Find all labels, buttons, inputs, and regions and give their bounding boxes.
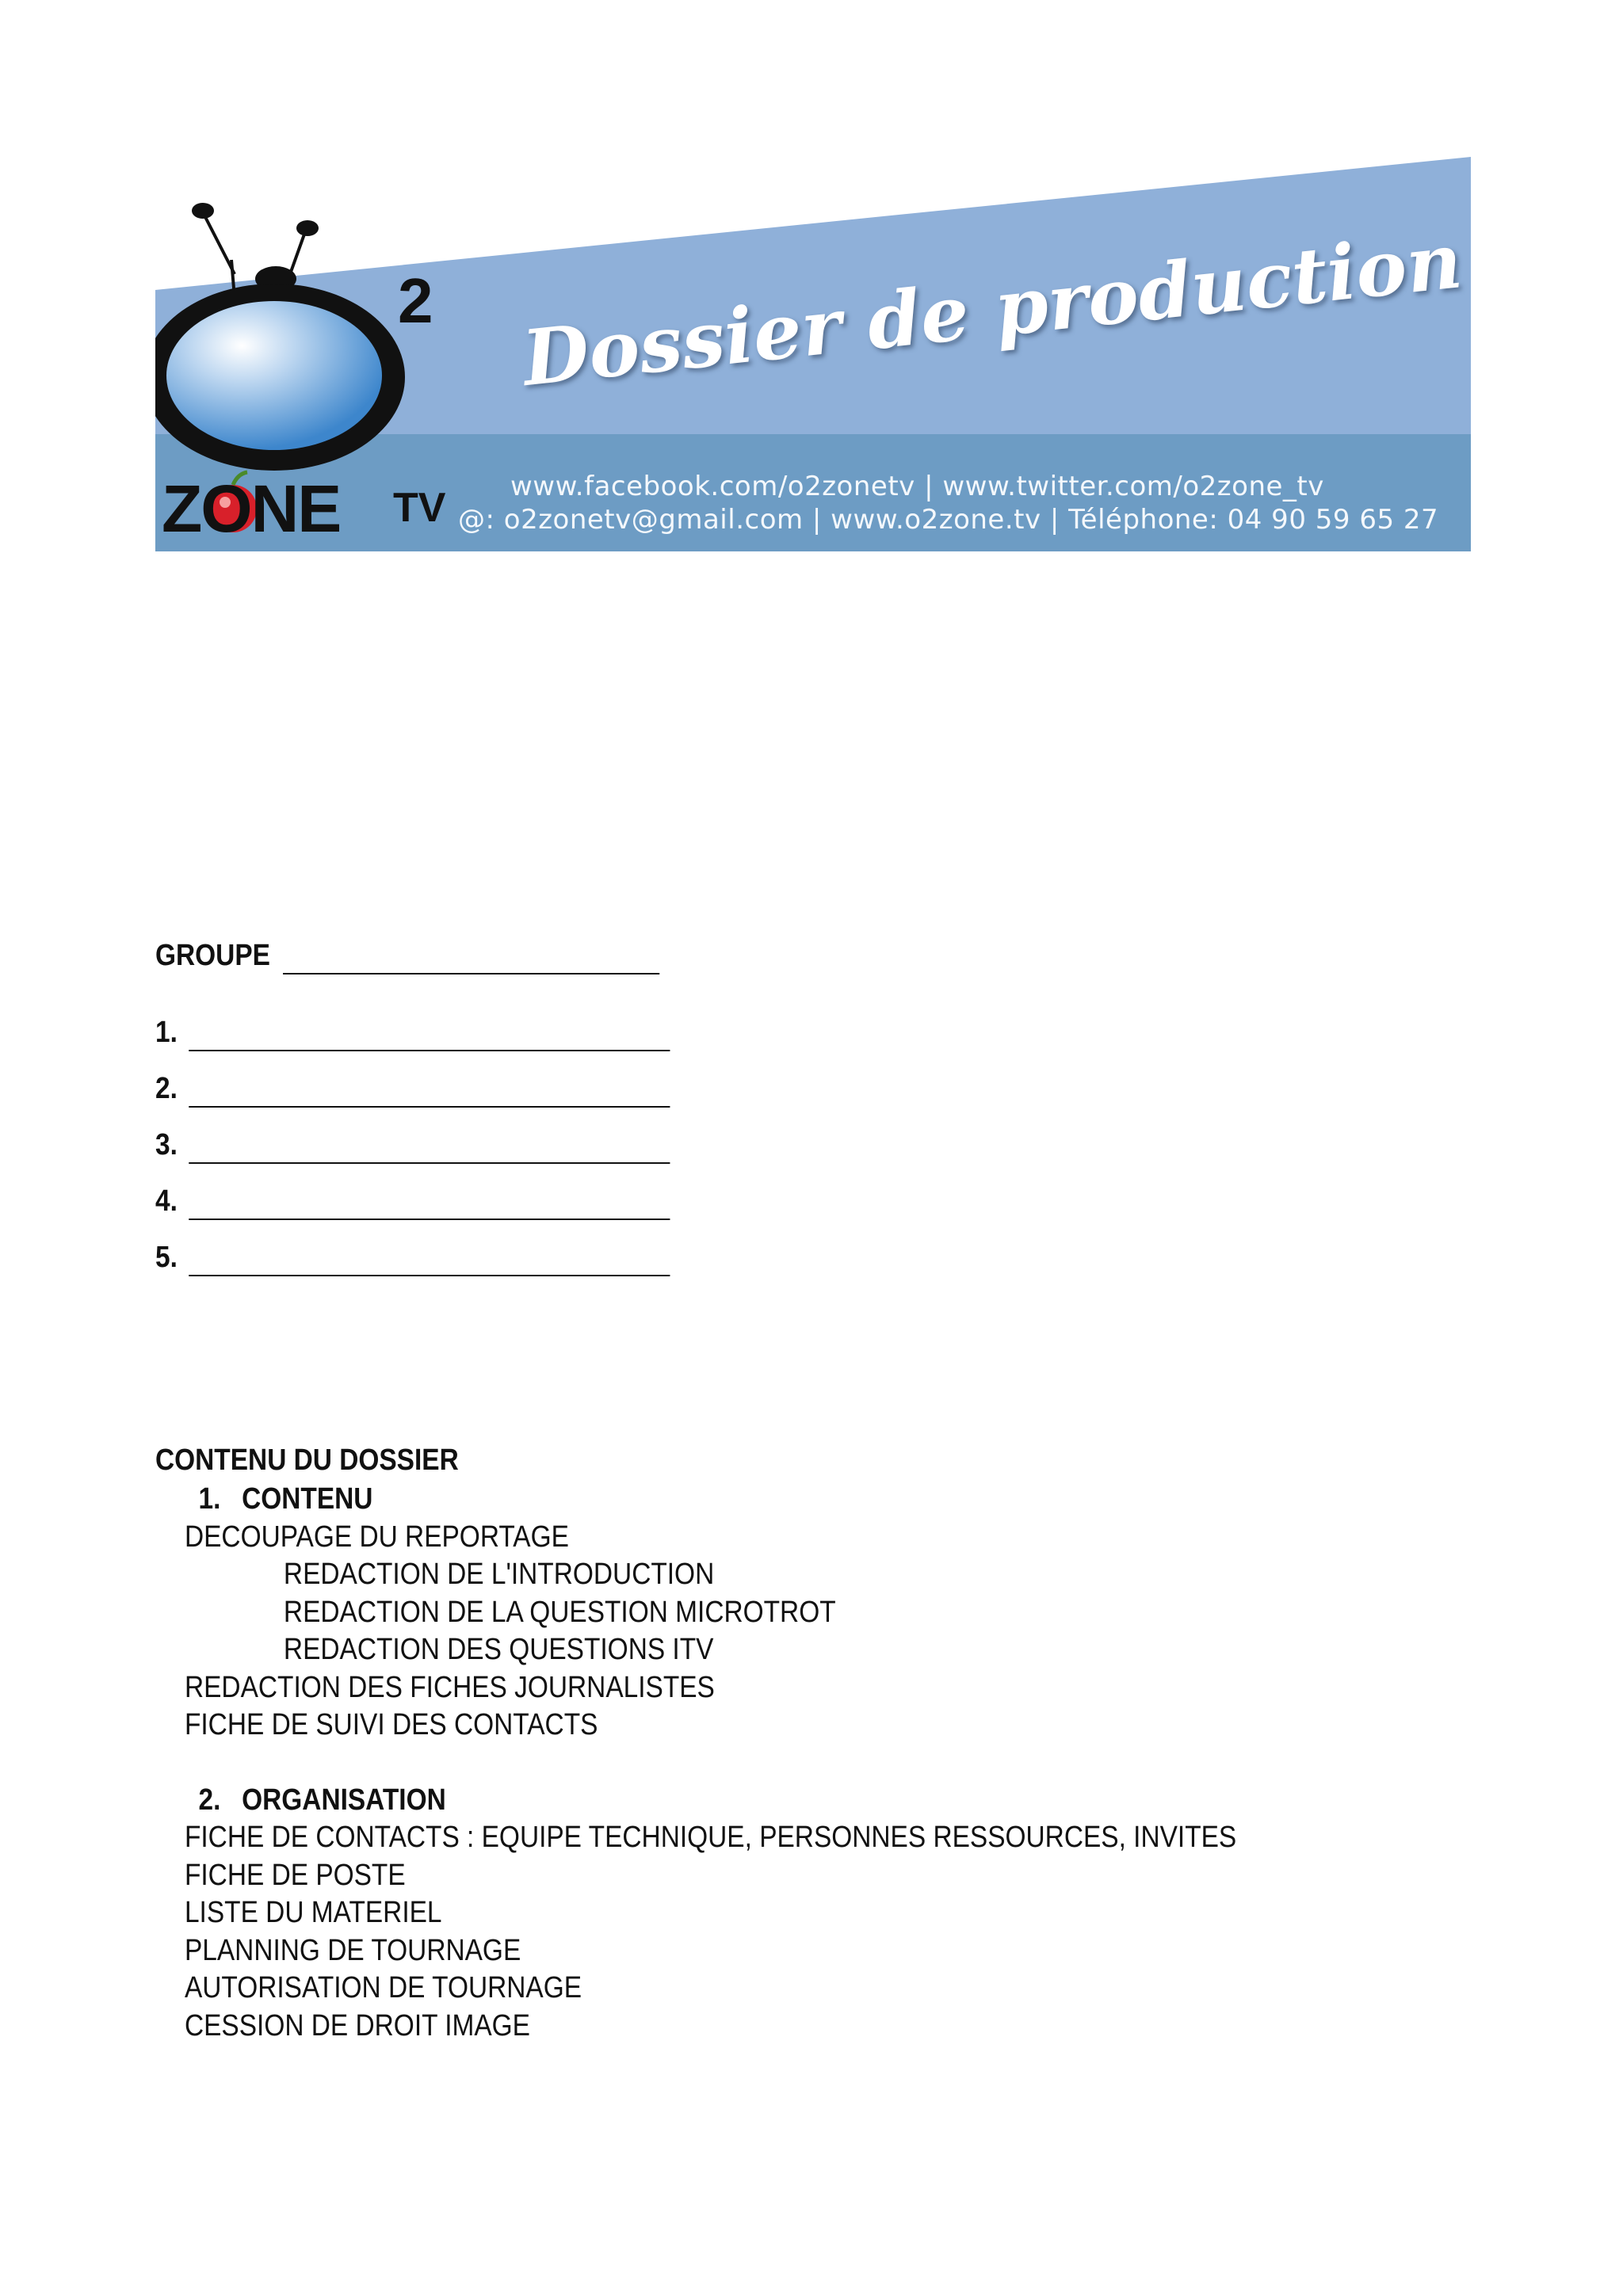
- member-number: 3.: [155, 1128, 178, 1161]
- toc-subitem: REDACTION DE L'INTRODUCTION: [283, 1558, 715, 1591]
- toc-item: LISTE DU MATERIEL: [184, 1896, 442, 1929]
- toc-title: CONTENU DU DOSSIER: [155, 1444, 459, 1477]
- toc-section-heading: [155, 1782, 1236, 1820]
- toc-section-heading: [155, 1481, 1236, 1519]
- member-line: [155, 1128, 670, 1164]
- table-of-contents: [155, 1444, 1384, 2045]
- section-number: 1.: [198, 1482, 221, 1516]
- toc-item: FICHE DE CONTACTS : EQUIPE TECHNIQUE, PERSONNES RESSOURCES, INVITES: [184, 1821, 1237, 1854]
- member-number: 2.: [155, 1072, 178, 1105]
- section-number: 2.: [198, 1783, 221, 1817]
- member-line: [155, 1072, 670, 1108]
- tv-logo-icon: [155, 203, 405, 471]
- group-field: [155, 939, 659, 974]
- toc-item: AUTORISATION DE TOURNAGE: [184, 1971, 582, 2004]
- logo-tv-label: TV: [393, 485, 446, 531]
- member-number: 4.: [155, 1184, 178, 1218]
- member-number: 5.: [155, 1241, 178, 1274]
- banner-social-links: www.facebook.com/o2zonetv | www.twitter.com/o2zone_tv: [510, 471, 1324, 502]
- toc-item: CESSION DE DROIT IMAGE: [184, 2008, 530, 2042]
- member-number: 1.: [155, 1016, 178, 1049]
- section-title: ORGANISATION: [242, 1783, 446, 1817]
- member-blank-line[interactable]: [189, 1016, 670, 1051]
- group-label: GROUPE: [155, 939, 270, 972]
- section-title: CONTENU: [242, 1482, 373, 1516]
- toc-subitem: REDACTION DE LA QUESTION MICROTROT: [283, 1595, 836, 1629]
- member-line: [155, 1184, 670, 1220]
- toc-item: FICHE DE SUIVI DES CONTACTS: [184, 1708, 598, 1741]
- toc-item: PLANNING DE TOURNAGE: [184, 1933, 521, 1967]
- member-line: [155, 1241, 670, 1276]
- logo-superscript: 2: [398, 265, 433, 336]
- header-banner: [155, 155, 1471, 551]
- banner-title: Dossier de production: [518, 215, 1466, 403]
- logo-wordmark: ZONE: [162, 471, 341, 546]
- group-blank-line[interactable]: [283, 939, 659, 974]
- toc-item: DECOUPAGE DU REPORTAGE: [184, 1520, 569, 1554]
- member-blank-line[interactable]: [189, 1128, 670, 1164]
- member-blank-line[interactable]: [189, 1184, 670, 1220]
- section-spacer: [155, 1745, 1384, 1782]
- toc-item: FICHE DE POSTE: [184, 1858, 406, 1892]
- member-blank-line[interactable]: [189, 1072, 670, 1108]
- member-blank-line[interactable]: [189, 1241, 670, 1276]
- toc-subitem: REDACTION DES QUESTIONS ITV: [283, 1633, 714, 1666]
- member-line: [155, 1016, 670, 1051]
- toc-item: REDACTION DES FICHES JOURNALISTES: [184, 1670, 715, 1704]
- banner-contact-info: @: o2zonetv@gmail.com | www.o2zone.tv | Téléphone: 04 90 59 65 27: [458, 504, 1439, 536]
